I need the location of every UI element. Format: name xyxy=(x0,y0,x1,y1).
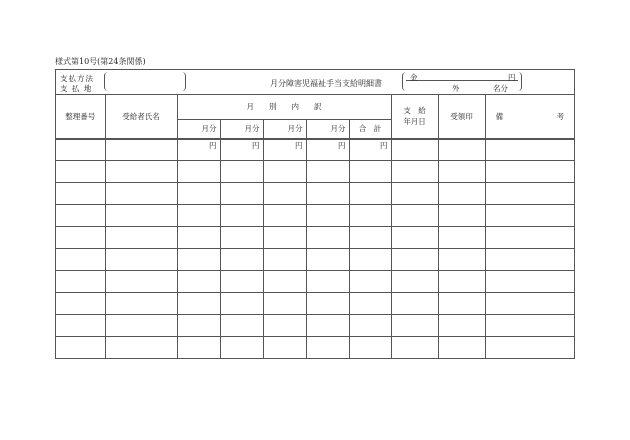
table-row xyxy=(56,336,574,358)
table-cell[interactable] xyxy=(306,160,349,182)
col-header-payment-date xyxy=(391,95,438,138)
form-header xyxy=(56,70,574,95)
table-cell[interactable] xyxy=(263,182,306,204)
table-cell[interactable] xyxy=(306,292,349,314)
person-count-unit: 名分 xyxy=(493,84,508,93)
other-label: 外 xyxy=(452,84,460,93)
table-cell[interactable] xyxy=(349,336,391,358)
col-header-total: 合 計 xyxy=(349,119,391,138)
table-cell[interactable] xyxy=(220,248,263,270)
table-cell[interactable] xyxy=(177,226,220,248)
table-cell[interactable] xyxy=(220,226,263,248)
pay-place-label: 支 払 地 xyxy=(60,84,93,93)
table-cell[interactable] xyxy=(177,204,220,226)
table-cell[interactable] xyxy=(391,270,438,292)
table-cell[interactable] xyxy=(349,292,391,314)
col-header-number: 整理番号 xyxy=(56,95,105,138)
col-header-month-1: 月分 xyxy=(177,119,220,138)
col-header-month-4: 月分 xyxy=(306,119,349,138)
table-cell[interactable] xyxy=(391,314,438,336)
table-cell[interactable] xyxy=(438,160,485,182)
table-cell[interactable] xyxy=(349,248,391,270)
table-cell[interactable] xyxy=(220,270,263,292)
table-cell[interactable] xyxy=(105,314,177,336)
payment-date-line-1: 支 給 xyxy=(403,106,426,116)
table-cell[interactable] xyxy=(485,292,574,314)
table-cell[interactable] xyxy=(349,182,391,204)
table-cell[interactable] xyxy=(306,204,349,226)
table-cell[interactable] xyxy=(263,336,306,358)
yen-unit-cell[interactable]: 円 xyxy=(349,139,391,160)
table-cell[interactable] xyxy=(485,204,574,226)
table-cell[interactable] xyxy=(438,182,485,204)
table-cell[interactable] xyxy=(220,292,263,314)
table-row xyxy=(56,182,574,204)
table-cell[interactable] xyxy=(263,270,306,292)
table-row xyxy=(56,160,574,182)
payment-date-line-2: 年月日 xyxy=(403,117,426,127)
table-cell[interactable] xyxy=(56,314,105,336)
yen-unit-cell[interactable]: 円 xyxy=(263,139,306,160)
remarks-char-2: 考 xyxy=(556,111,565,121)
table-cell[interactable] xyxy=(438,226,485,248)
table-cell[interactable] xyxy=(306,336,349,358)
table-cell[interactable] xyxy=(306,182,349,204)
form-label: 様式第10号(第24条関係) xyxy=(55,57,146,66)
table-cell[interactable] xyxy=(485,314,574,336)
table-cell[interactable] xyxy=(349,226,391,248)
col-header-month-3: 月分 xyxy=(263,119,306,138)
table-cell[interactable] xyxy=(220,160,263,182)
payment-detail-form xyxy=(55,69,575,359)
table-cell[interactable] xyxy=(56,182,105,204)
table-cell[interactable] xyxy=(56,160,105,182)
table-cell[interactable] xyxy=(349,160,391,182)
table-cell[interactable] xyxy=(391,160,438,182)
table-cell[interactable] xyxy=(391,139,438,160)
detail-table xyxy=(56,95,574,358)
table-cell[interactable] xyxy=(220,182,263,204)
table-cell[interactable] xyxy=(349,270,391,292)
form-title: 月分障害児福祉手当支給明細書 xyxy=(270,79,382,88)
col-header-remarks xyxy=(485,95,574,138)
table-cell[interactable] xyxy=(56,270,105,292)
yen-unit-cell[interactable]: 円 xyxy=(177,139,220,160)
table-cell[interactable] xyxy=(391,336,438,358)
table-cell[interactable] xyxy=(56,204,105,226)
yen-unit-cell[interactable]: 円 xyxy=(306,139,349,160)
table-cell[interactable] xyxy=(438,204,485,226)
table-cell[interactable] xyxy=(438,139,485,160)
table-cell[interactable] xyxy=(306,226,349,248)
amount-yen-unit: 円 xyxy=(508,73,516,82)
table-cell[interactable] xyxy=(391,182,438,204)
detail-rows xyxy=(56,139,574,359)
table-cell[interactable] xyxy=(485,182,574,204)
col-header-recipient: 受給者氏名 xyxy=(105,95,177,138)
table-cell[interactable] xyxy=(438,248,485,270)
table-cell[interactable] xyxy=(306,314,349,336)
table-cell[interactable] xyxy=(438,292,485,314)
table-cell[interactable] xyxy=(220,314,263,336)
pay-method-field[interactable] xyxy=(104,72,186,91)
yen-unit-cell[interactable]: 円 xyxy=(220,139,263,160)
table-cell[interactable] xyxy=(177,314,220,336)
col-header-month-2: 月分 xyxy=(220,119,263,138)
table-cell[interactable] xyxy=(56,226,105,248)
table-cell[interactable] xyxy=(391,226,438,248)
table-row xyxy=(56,226,574,248)
table-row xyxy=(56,204,574,226)
table-cell[interactable] xyxy=(485,248,574,270)
table-cell[interactable] xyxy=(485,270,574,292)
table-row xyxy=(56,270,574,292)
table-cell[interactable] xyxy=(391,248,438,270)
table-cell[interactable] xyxy=(105,336,177,358)
table-cell[interactable] xyxy=(349,204,391,226)
table-cell[interactable] xyxy=(105,204,177,226)
table-cell[interactable] xyxy=(177,292,220,314)
table-cell[interactable] xyxy=(485,226,574,248)
table-row xyxy=(56,248,574,270)
table-cell[interactable] xyxy=(263,160,306,182)
table-cell[interactable] xyxy=(56,336,105,358)
table-cell[interactable] xyxy=(177,248,220,270)
table-cell[interactable] xyxy=(391,204,438,226)
table-cell[interactable] xyxy=(220,336,263,358)
table-cell[interactable] xyxy=(56,292,105,314)
table-cell[interactable] xyxy=(105,226,177,248)
table-cell[interactable] xyxy=(56,139,105,160)
table-cell[interactable] xyxy=(306,270,349,292)
table-cell[interactable] xyxy=(263,226,306,248)
table-cell[interactable] xyxy=(263,248,306,270)
table-cell[interactable] xyxy=(105,270,177,292)
amount-underline xyxy=(406,80,518,81)
col-header-breakdown: 月 別 内 訳 xyxy=(177,95,391,119)
table-cell[interactable] xyxy=(105,292,177,314)
table-cell[interactable] xyxy=(105,139,177,160)
table-cell[interactable] xyxy=(438,336,485,358)
table-row xyxy=(56,292,574,314)
table-cell[interactable] xyxy=(438,270,485,292)
remarks-char-1: 備 xyxy=(495,111,504,121)
table-cell[interactable] xyxy=(177,182,220,204)
table-cell[interactable] xyxy=(263,314,306,336)
table-cell[interactable] xyxy=(391,292,438,314)
table-cell[interactable] xyxy=(485,160,574,182)
table-cell[interactable] xyxy=(177,160,220,182)
table-cell[interactable] xyxy=(177,336,220,358)
table-cell[interactable] xyxy=(263,292,306,314)
amount-prefix: 金 xyxy=(410,73,418,82)
table-cell[interactable] xyxy=(105,248,177,270)
table-cell[interactable] xyxy=(438,314,485,336)
table-row xyxy=(56,139,574,160)
table-row xyxy=(56,314,574,336)
table-cell[interactable] xyxy=(485,336,574,358)
table-cell[interactable] xyxy=(485,139,574,160)
table-cell[interactable] xyxy=(349,314,391,336)
pay-method-label: 支払方法 xyxy=(60,74,94,83)
table-cell[interactable] xyxy=(105,160,177,182)
col-header-receipt-seal: 受領印 xyxy=(438,95,485,138)
table-cell[interactable] xyxy=(105,182,177,204)
table-cell[interactable] xyxy=(306,248,349,270)
table-cell[interactable] xyxy=(220,204,263,226)
table-cell[interactable] xyxy=(263,204,306,226)
table-cell[interactable] xyxy=(177,270,220,292)
table-cell[interactable] xyxy=(56,248,105,270)
